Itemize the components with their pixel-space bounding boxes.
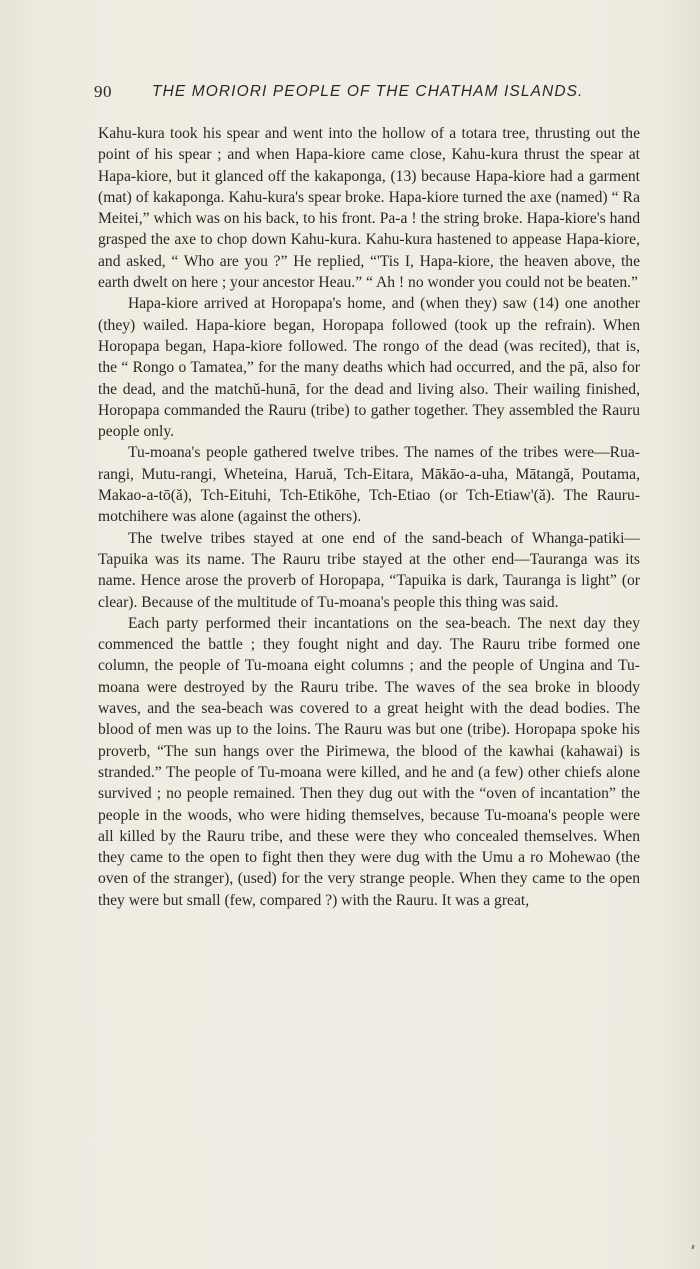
page-number: 90 [94, 82, 112, 101]
paragraph-4: The twelve tribes stayed at one end of the sand-beach of Whanga-patiki—Tapuika was its name. The Rauru tribe stayed at the other end—Tauranga was its name. Hence arose the proverb of Horopapa, “Tapuika is dark, Tauranga is light” (or clear). Because of the multitude of Tu-moana's people this thing was said. [98, 529, 640, 611]
paragraph-2: Hapa-kiore arrived at Horopapa's home, and (when they) saw (14) one another (they) wailed. Hapa-kiore began, Horopapa followed (took up the refrain). When Horopapa began, Hapa-kiore followed. The rongo of the dead (was recited), that is, the “ Rongo o Tamatea,” for the many deaths which had occurred, and the pā, also for the dead, and the matchŭ-hunā, for the dead and living also. Their wailing finished, Horopapa commanded the Rauru (tribe) to gather together. They assembled the Rauru people only. [98, 295, 640, 441]
body-text [98, 123, 640, 911]
paper-speck [691, 1245, 694, 1249]
paragraph-1: Kahu-kura took his spear and went into the hollow of a totara tree, thrusting out the point of his spear ; and when Hapa-kiore came close, Kahu-kura thrust the spear at Hapa-kiore, but it glanced off the kakaponga, (13) because Hapa-kiore had a garment (mat) of kakaponga. Kahu-kura's spear broke. Hapa-kiore turned the axe (named) “ Ra Meitei,” which was on his back, to his front. Pa-a ! the string broke. Hapa-kiore's hand grasped the axe to chop down Kahu-kura. Kahu-kura hastened to appease Hapa-kiore, and asked, “ Who are you ?” He replied, “'Tis I, Hapa-kiore, the heaven above, the earth dwelt on here ; your ancestor Heau.” “ Ah ! no wonder you could not be beaten.” [98, 125, 640, 292]
paragraph-5: Each party performed their incantations on the sea-beach. The next day they commenced the battle ; they fought night and day. The Rauru tribe formed one column, the people of Tu-moana eight columns ; and the people of Ungina and Tu-moana were destroyed by the Rauru tribe. The waves of the sea broke in bloody waves, and the sea-beach was covered to a great height with the dead bodies. The blood of men was up to the loins. The Rauru was but one (tribe). Horopapa spoke his proverb, “The sun hangs over the Pirimewa, the blood of the kawhai (kahawai) is stranded.” The people of Tu-moana were killed, and he and (a few) other chiefs alone survived ; no people remained. Then they dug out with the “oven of incantation” the people in the woods, who were hiding themselves, because Tu-moana's people were all killed by the Rauru tribe, and these were they who concealed themselves. When they came to the open to fight then they were dug with the Umu a ro Mohewao (the oven of the stranger), (used) for the very strange people. When they came to the open they were but small (few, compared ?) with the Rauru. It was a great, [98, 614, 640, 909]
running-title: THE MORIORI PEOPLE OF THE CHATHAM ISLANDS. [152, 83, 584, 100]
page-header [94, 82, 614, 106]
paragraph-3: Tu-moana's people gathered twelve tribes. The names of the tribes were—Rua-rangi, Mutu-rangi, Wheteina, Haruă, Tch-Eitara, Mākāo-a-uha, Mātangă, Poutama, Makao-a-tō(ă), Tch-Eituhi, Tch-Etikōhe, Tch-Etiao (or Tch-Etiaw'(ă). The Rauru-motchihere was alone (against the others). [98, 444, 640, 526]
